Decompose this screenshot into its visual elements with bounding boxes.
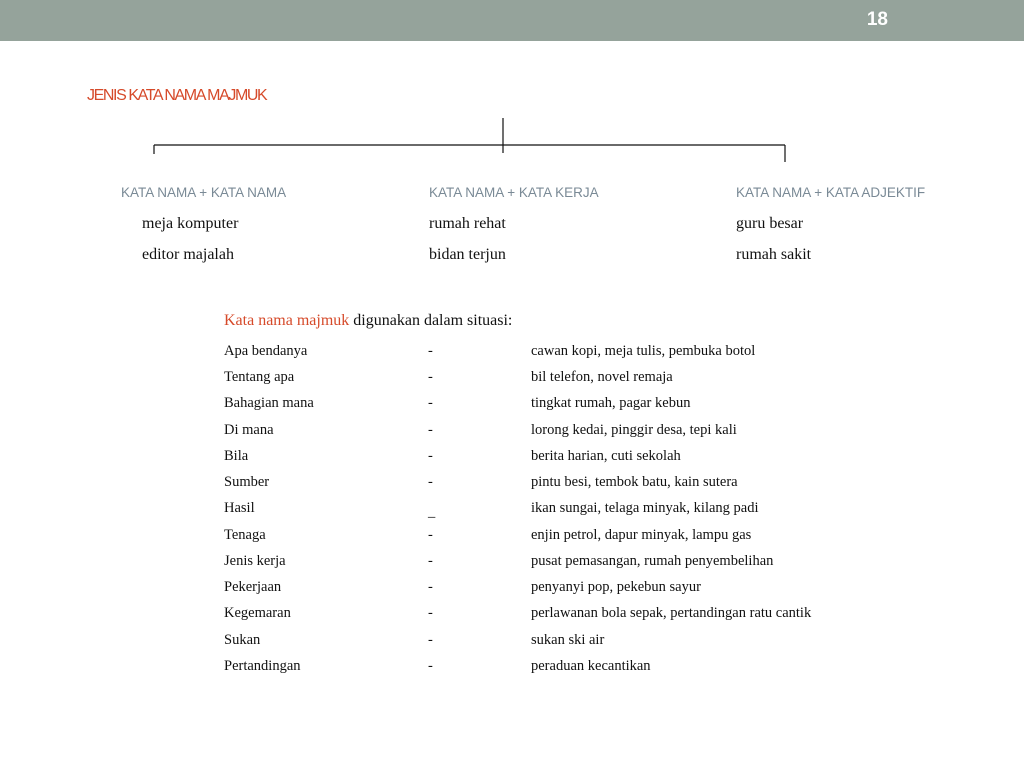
column-heading-nn: KATA NAMA + KATA NAMA [121,185,287,200]
row-examples: lorong kedai, pinggir desa, tepi kali [531,422,737,438]
row-examples: penyanyi pop, pekebun sayur [531,579,701,595]
usage-heading-rest: digunakan dalam situasi: [349,312,513,329]
row-dash: - [428,448,433,464]
tree-diagram-lines [0,0,1024,170]
row-examples: sukan ski air [531,632,605,648]
column-item: rumah rehat [429,215,506,232]
column-item: rumah sakit [736,246,812,263]
column-heading-nk: KATA NAMA + KATA KERJA [429,185,599,200]
slide-number: 18 [866,9,888,30]
usage-heading [224,312,512,330]
row-dash: - [428,527,433,543]
row-dash: - [428,553,433,569]
column-heading-na: KATA NAMA + KATA ADJEKTIF [736,185,926,200]
row-dash: - [428,579,433,595]
row-dash: - [428,395,433,411]
usage-heading-accent: Kata nama majmuk [224,312,350,329]
row-situation: Hasil [224,500,255,516]
row-dash: - [428,605,433,621]
row-situation: Pertandingan [224,658,301,674]
row-examples: ikan sungai, telaga minyak, kilang padi [531,500,759,516]
row-situation: Tentang apa [224,369,295,385]
row-situation: Jenis kerja [224,553,286,569]
row-situation: Sukan [224,632,261,648]
slide-title: JENIS KATA NAMA MAJMUK [87,87,267,104]
row-examples: perlawanan bola sepak, pertandingan ratu cantik [531,605,812,621]
row-situation: Bahagian mana [224,395,314,411]
row-dash: - [428,422,433,438]
column-item: meja komputer [142,215,239,232]
row-dash: - [428,632,433,648]
row-situation: Bila [224,448,249,464]
row-examples: enjin petrol, dapur minyak, lampu gas [531,527,752,543]
row-situation: Apa bendanya [224,343,308,359]
row-examples: pusat pemasangan, rumah penyembelihan [531,553,774,569]
row-dash: - [428,343,433,359]
row-dash: _ [428,504,436,520]
row-situation: Di mana [224,422,274,438]
row-situation: Pekerjaan [224,579,282,595]
row-dash: - [428,369,433,385]
row-dash: - [428,474,433,490]
row-examples: berita harian, cuti sekolah [531,448,681,464]
row-examples: pintu besi, tembok batu, kain sutera [531,474,738,490]
row-examples: bil telefon, novel remaja [531,369,673,385]
row-situation: Kegemaran [224,605,291,621]
row-situation: Tenaga [224,527,266,543]
column-item: guru besar [736,215,804,232]
row-examples: tingkat rumah, pagar kebun [531,395,691,411]
row-examples: cawan kopi, meja tulis, pembuka botol [531,343,756,359]
column-item: editor majalah [142,246,234,263]
row-situation: Sumber [224,474,270,490]
row-examples: peraduan kecantikan [531,658,651,674]
row-dash: - [428,658,433,674]
column-item: bidan terjun [429,246,506,263]
